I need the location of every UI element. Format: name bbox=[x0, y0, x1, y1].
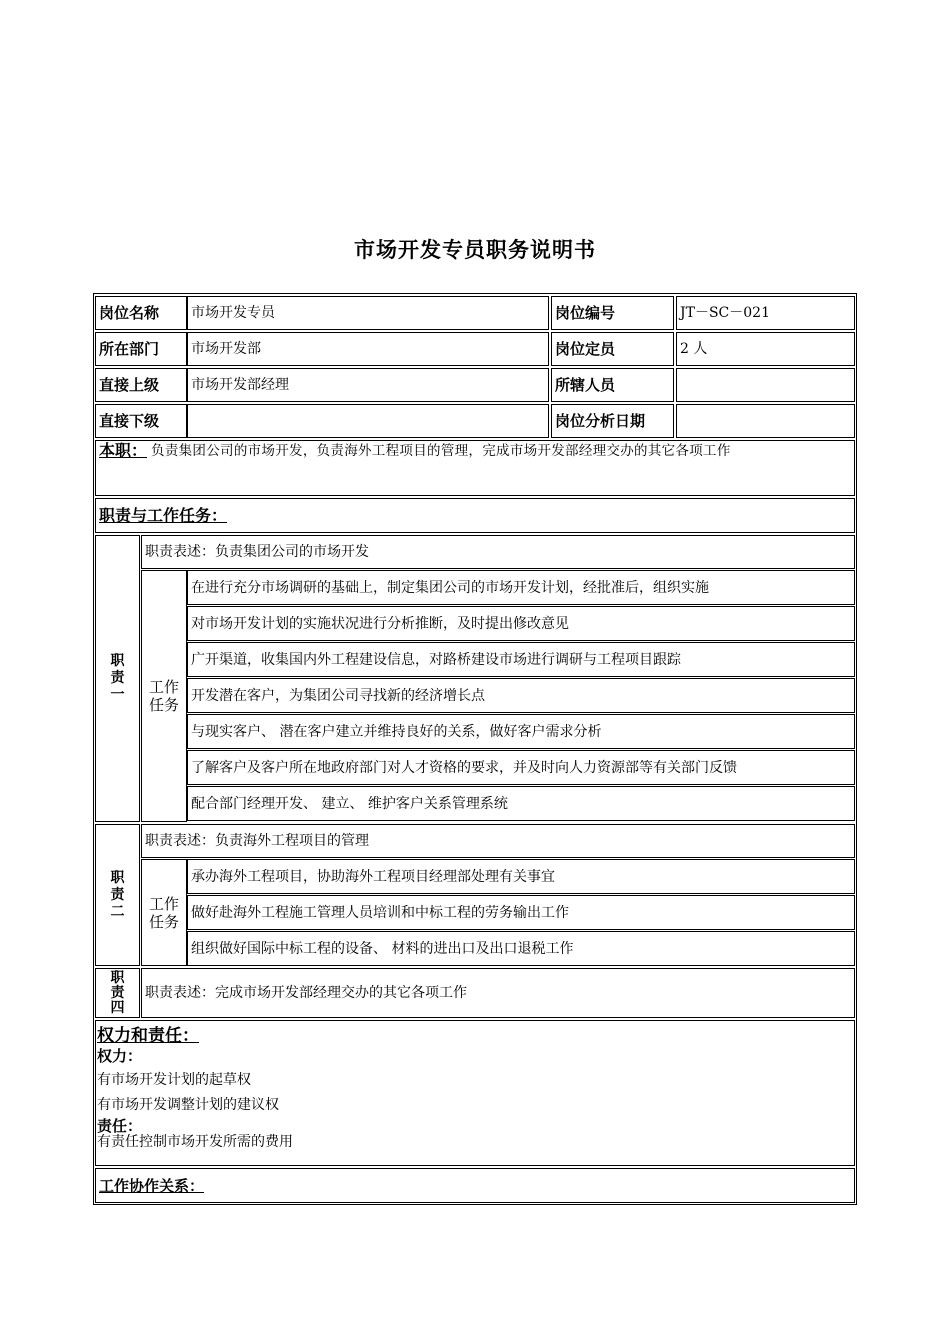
resp1-task-item: 广开渠道，收集国内外工程建设信息，对路桥建设市场进行调研与工程项目跟踪 bbox=[187, 642, 855, 677]
resp2-task-item: 承办海外工程项目，协助海外工程项目经理部处理有关事宜 bbox=[187, 859, 855, 894]
department-label: 所在部门 bbox=[95, 332, 187, 366]
resp2-task-item: 做好赴海外工程施工管理人员培训和中标工程的劳务输出工作 bbox=[187, 895, 855, 930]
power-label: 权力： bbox=[97, 1047, 143, 1065]
superior-label: 直接上级 bbox=[95, 368, 187, 402]
superior-value: 市场开发部经理 bbox=[187, 368, 549, 402]
subordinates-label: 所辖人员 bbox=[551, 368, 674, 402]
analysis-date-value bbox=[676, 404, 855, 438]
direct-sub-label: 直接下级 bbox=[95, 404, 187, 438]
analysis-date-label: 岗位分析日期 bbox=[551, 404, 674, 438]
position-name-value: 市场开发专员 bbox=[187, 296, 549, 330]
page-title: 市场开发专员职务说明书 bbox=[354, 238, 596, 262]
resp1-task-item: 与现实客户、 潜在客户建立并维持良好的关系，做好客户需求分析 bbox=[187, 714, 855, 749]
resp1-task-label: 工作任务 bbox=[141, 570, 187, 822]
resp1-task-item: 配合部门经理开发、 建立、 维护客户关系管理系统 bbox=[187, 786, 855, 821]
resp2-desc: 职责表述：负责海外工程项目的管理 bbox=[141, 824, 855, 858]
direct-sub-value bbox=[187, 404, 549, 438]
cooperation-header: 工作协作关系： bbox=[99, 1176, 205, 1195]
department-value: 市场开发部 bbox=[187, 332, 549, 366]
position-name-label: 岗位名称 bbox=[95, 296, 187, 330]
duty-text: 负责集团公司的市场开发，负责海外工程项目的管理，完成市场开发部经理交办的其它各项工作 bbox=[151, 443, 731, 459]
power-item-2: 有市场开发调整计划的建议权 bbox=[97, 1097, 279, 1113]
resp1-task-item: 了解客户及客户所在地政府部门对人才资格的要求，并及时向人力资源部等有关部门反馈 bbox=[187, 750, 855, 785]
resp2-task-item: 组织做好国际中标工程的设备、 材料的进出口及出口退税工作 bbox=[187, 931, 855, 966]
duty-row bbox=[95, 440, 855, 496]
power-item-1: 有市场开发计划的起草权 bbox=[97, 1072, 251, 1088]
authority-header: 权力和责任： bbox=[97, 1026, 199, 1046]
subordinates-value bbox=[676, 368, 855, 402]
duty-item-1: 有责任控制市场开发所需的费用 bbox=[97, 1134, 293, 1150]
headcount-label: 岗位定员 bbox=[551, 332, 674, 366]
resp2-label: 职责二 bbox=[95, 824, 140, 966]
resp1-desc: 职责表述：负责集团公司的市场开发 bbox=[141, 535, 855, 569]
headcount-value: 2 人 bbox=[676, 332, 855, 366]
position-no-value: JT－SC－021 bbox=[676, 296, 855, 330]
resp1-task-item: 在进行充分市场调研的基础上，制定集团公司的市场开发计划，经批准后，组织实施 bbox=[187, 570, 855, 605]
position-no-label: 岗位编号 bbox=[551, 296, 674, 330]
responsibilities-header-row bbox=[95, 498, 855, 533]
duty-responsibility-label: 责任： bbox=[97, 1117, 143, 1135]
resp4-desc: 职责表述：完成市场开发部经理交办的其它各项工作 bbox=[141, 968, 855, 1018]
resp1-label: 职责一 bbox=[95, 535, 140, 822]
cooperation-row bbox=[95, 1168, 855, 1203]
resp1-task-item: 开发潜在客户，为集团公司寻找新的经济增长点 bbox=[187, 678, 855, 713]
responsibilities-header: 职责与工作任务： bbox=[99, 505, 228, 525]
resp2-task-label: 工作任务 bbox=[141, 859, 187, 966]
resp4-label: 职责四 bbox=[95, 968, 140, 1018]
resp1-task-item: 对市场开发计划的实施状况进行分析推断，及时提出修改意见 bbox=[187, 606, 855, 641]
duty-label: 本职： bbox=[99, 441, 148, 460]
